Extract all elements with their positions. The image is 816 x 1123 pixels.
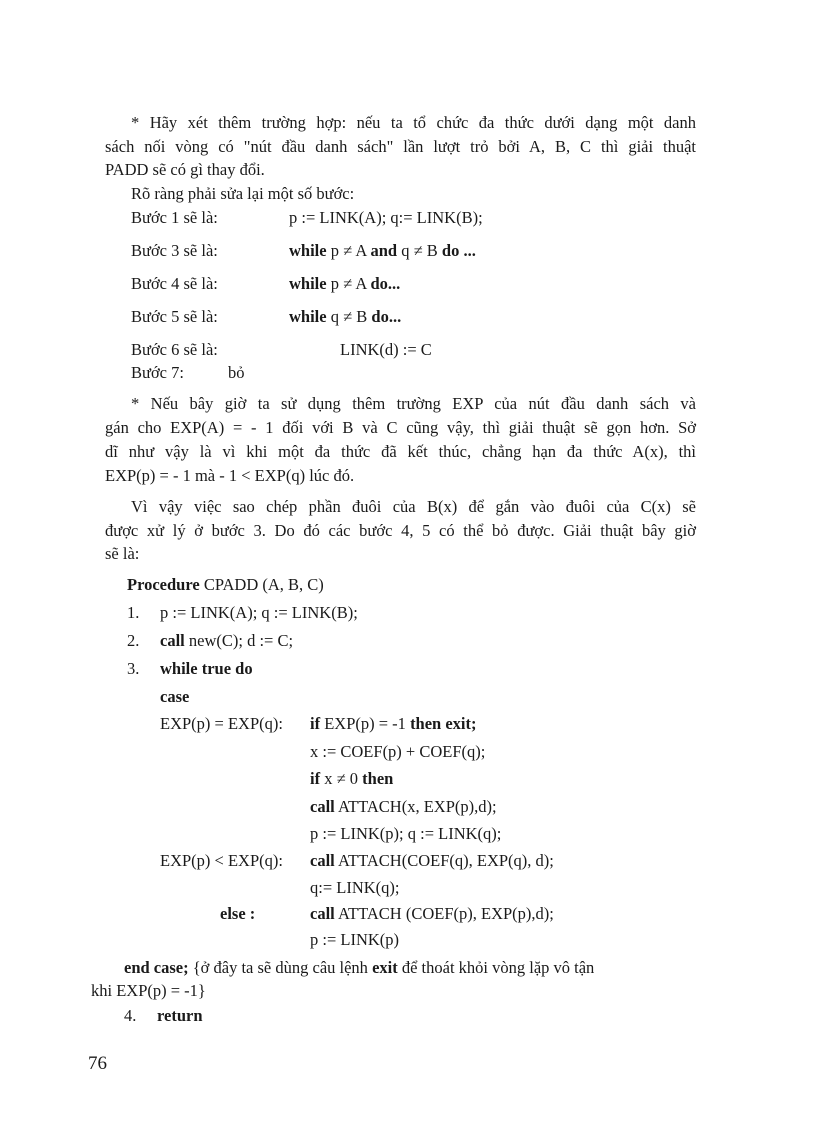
keyword: do ... xyxy=(441,241,476,260)
keyword: while true do xyxy=(160,659,253,678)
step-6-label: Bước 6 sẽ là: xyxy=(131,340,218,359)
case-1-line-4 xyxy=(310,796,497,818)
comment-text: để thoát khỏi vòng lặp vô tận xyxy=(397,958,595,977)
paragraph-1-line-3: PADD sẽ có gì thay đổi. xyxy=(105,160,265,179)
keyword: Procedure xyxy=(127,575,200,594)
code-text: ATTACH(COEF(q), EXP(q), d); xyxy=(334,851,554,870)
paragraph-4-line-2: được xử lý ở bước 3. Do đó các bước 4, 5 có thể bỏ được. Giải thuật bây giờ xyxy=(105,521,696,540)
step-7-label: Bước 7: xyxy=(131,363,184,382)
code-text: EXP(p) = -1 xyxy=(320,714,411,733)
procedure-name: CPADD (A, B, C) xyxy=(199,575,324,594)
procedure-step-2 xyxy=(127,630,293,652)
paragraph-3-line-3: dĩ như vậy là vì khi một đa thức đã kết thúc, chẳng hạn đa thức A(x), thì xyxy=(105,442,696,461)
paragraph-3-line-2: gán cho EXP(A) = - 1 đối với B và C cũng vậy, thì giải thuật sẽ gọn hơn. Sở xyxy=(105,418,696,437)
step-number: 1. xyxy=(127,603,140,622)
else-line-2: p := LINK(p) xyxy=(310,930,400,949)
procedure-step-1 xyxy=(127,602,358,624)
step-1-label: Bước 1 sẽ là: xyxy=(131,208,218,227)
else-keyword xyxy=(220,903,255,925)
keyword: case xyxy=(160,687,190,706)
paragraph-2: Rõ ràng phải sửa lại một số bước: xyxy=(131,184,355,203)
step-4-code xyxy=(289,273,400,295)
step-5-label: Bước 5 sẽ là: xyxy=(131,307,218,326)
else-line-1 xyxy=(310,903,554,925)
code-text: p ≠ A xyxy=(326,241,371,260)
keyword: call xyxy=(310,904,335,923)
paragraph-3-line-1: * Nếu bây giờ ta sử dụng thêm trường EXP của nút đầu danh sách và xyxy=(131,394,696,413)
case-1-line-2: x := COEF(p) + COEF(q); xyxy=(310,742,486,761)
keyword: call xyxy=(310,797,335,816)
page-number: 76 xyxy=(88,1053,107,1074)
step-3-code xyxy=(289,240,476,262)
code-text: q ≠ B xyxy=(397,241,442,260)
comment-text: {ở đây ta sẽ dùng câu lệnh xyxy=(188,958,373,977)
keyword: exit xyxy=(372,958,398,977)
keyword: if xyxy=(310,714,321,733)
step-1-code: p := LINK(A); q:= LINK(B); xyxy=(289,208,483,227)
paragraph-4-line-3: sẽ là: xyxy=(105,544,140,563)
code-text: p ≠ A xyxy=(326,274,371,293)
keyword: do... xyxy=(370,274,401,293)
step-3-label: Bước 3 sẽ là: xyxy=(131,241,218,260)
step-6-code: LINK(d) := C xyxy=(340,340,432,359)
step-4-label: Bước 4 sẽ là: xyxy=(131,274,218,293)
keyword: return xyxy=(157,1006,203,1025)
procedure-step-4 xyxy=(124,1005,203,1027)
code-text: p := LINK(A); q := LINK(B); xyxy=(160,603,358,622)
case-1-line-1 xyxy=(310,713,477,735)
case-2-line-2: q:= LINK(q); xyxy=(310,878,400,897)
end-case-line-2: khi EXP(p) = -1} xyxy=(91,981,206,1000)
paragraph-3-line-4: EXP(p) = - 1 mà - 1 < EXP(q) lúc đó. xyxy=(105,466,355,485)
case-1-line-3 xyxy=(310,768,393,790)
case-2-condition: EXP(p) < EXP(q): xyxy=(160,851,283,870)
code-text: ATTACH (COEF(p), EXP(p),d); xyxy=(334,904,554,923)
keyword: if xyxy=(310,769,321,788)
step-number: 2. xyxy=(127,631,140,650)
case-keyword xyxy=(160,686,189,708)
step-7-code: bỏ xyxy=(228,363,245,382)
keyword: while xyxy=(289,307,327,326)
paragraph-1-line-2: sách nối vòng có "nút đầu danh sách" lần lượt trỏ bởi A, B, C thì giải thuật xyxy=(105,137,696,156)
end-case-line xyxy=(124,957,594,979)
procedure-header xyxy=(127,574,324,596)
keyword: then exit; xyxy=(410,714,477,733)
keyword: call xyxy=(160,631,185,650)
code-text: new(C); d := C; xyxy=(184,631,294,650)
keyword: then xyxy=(362,769,394,788)
code-text: q ≠ B xyxy=(326,307,372,326)
keyword: while xyxy=(289,241,327,260)
keyword: end case; xyxy=(124,958,189,977)
case-2-line-1 xyxy=(310,850,554,872)
procedure-step-3 xyxy=(127,658,253,680)
step-number: 4. xyxy=(124,1006,137,1025)
step-number: 3. xyxy=(127,659,140,678)
code-text: x ≠ 0 xyxy=(320,769,363,788)
keyword: else : xyxy=(220,904,256,923)
keyword: call xyxy=(310,851,335,870)
keyword: do... xyxy=(371,307,402,326)
keyword: and xyxy=(370,241,398,260)
paragraph-4-line-1: Vì vậy việc sao chép phần đuôi của B(x) để gắn vào đuôi của C(x) sẽ xyxy=(131,497,696,516)
case-1-condition: EXP(p) = EXP(q): xyxy=(160,714,283,733)
step-5-code xyxy=(289,306,401,328)
code-text: ATTACH(x, EXP(p),d); xyxy=(334,797,497,816)
paragraph-1-line-1: * Hãy xét thêm trường hợp: nếu ta tổ chức đa thức dưới dạng một danh xyxy=(131,113,696,132)
keyword: while xyxy=(289,274,327,293)
case-1-line-5: p := LINK(p); q := LINK(q); xyxy=(310,824,502,843)
